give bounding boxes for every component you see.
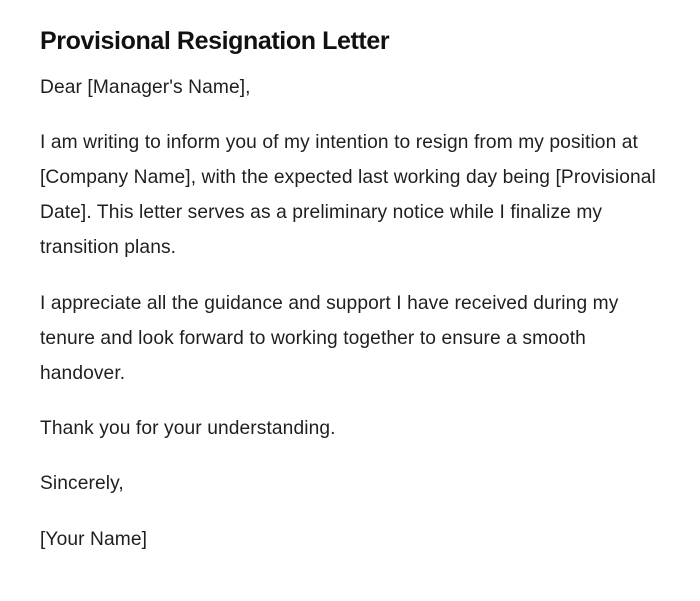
- letter-salutation: Dear [Manager's Name],: [40, 77, 251, 98]
- letter-title: Provisional Resignation Letter: [40, 27, 390, 55]
- letter-closing: Sincerely,: [40, 473, 124, 494]
- letter-paragraph-appreciation: I appreciate all the guidance and support I have received during my tenure and look forward to working together to ensure a smooth handover.: [40, 293, 619, 384]
- letter-paragraph-intent: I am writing to inform you of my intention to resign from my position at [Company Name], with the expected last working day being [Provisional Date]. This letter serves as a preliminary notice while I finalize my transition plans.: [40, 132, 656, 258]
- letter-paragraph-thanks: Thank you for your understanding.: [40, 418, 336, 439]
- letter-signature: [Your Name]: [40, 529, 148, 550]
